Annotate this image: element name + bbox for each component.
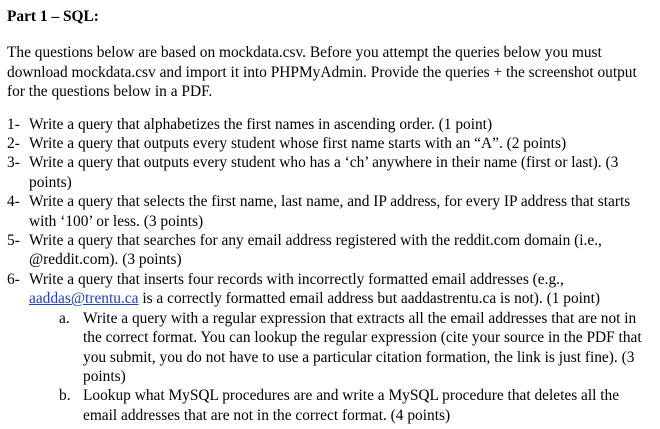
question-number: 5- xyxy=(7,232,20,250)
subquestion-item-b xyxy=(59,386,642,425)
question-text-after: is a correctly formatted email address but aaddastrentu.ca is not). (1 point) xyxy=(138,290,601,308)
question-text xyxy=(29,270,642,309)
question-text: Write a query that selects the first name, last name, and IP address, for every IP address that starts with ‘100’ or less. (3 points) xyxy=(29,193,631,230)
question-item-5 xyxy=(7,231,642,270)
subquestion-letter: a. xyxy=(59,309,70,327)
question-item-6 xyxy=(7,270,642,309)
question-number: 2- xyxy=(7,135,20,153)
section-title: Part 1 – SQL: xyxy=(7,8,99,25)
subquestion-text: Lookup what MySQL procedures are and write a MySQL procedure that deletes all the email addresses that are not in the correct format. (4 points) xyxy=(83,387,620,424)
question-text: Write a query that outputs every student whose first name starts with an “A”. (2 points) xyxy=(29,135,567,153)
question-number: 4- xyxy=(7,193,20,211)
subquestion-item-a xyxy=(59,309,642,387)
question-item-4 xyxy=(7,192,642,231)
question-text: Write a query that searches for any email address registered with the reddit.com domain (i.e., @reddit.com). (3 points) xyxy=(29,232,602,269)
question-text-before: Write a query that inserts four records with incorrectly formatted email addresses (e.g., xyxy=(29,270,564,288)
question-number: 1- xyxy=(7,115,20,133)
question-number: 3- xyxy=(7,154,20,172)
question-number: 6- xyxy=(7,270,20,288)
question-item-3 xyxy=(7,153,642,192)
subquestion-letter: b. xyxy=(59,387,71,405)
subquestion-text: Write a query with a regular expression that extracts all the email addresses that are not in the correct format. You can lookup the regular expression (cite your source in the PDF that you submit, you do not have to use a particular citation formation, the link is just fine). (3 points) xyxy=(83,309,642,385)
intro-paragraph: The questions below are based on mockdata.csv. Before you attempt the queries below you must download mockdata.csv and import it into PHPMyAdmin. Provide the queries + the screenshot output for the questions below in a PDF. xyxy=(7,44,637,101)
email-link[interactable]: aaddas@trentu.ca xyxy=(29,290,139,308)
question-text: Write a query that outputs every student who has a ‘ch’ anywhere in their name (first or last). (3 points) xyxy=(29,154,619,191)
question-item-1 xyxy=(7,115,642,134)
question-item-2 xyxy=(7,134,642,153)
question-text: Write a query that alphabetizes the first names in ascending order. (1 point) xyxy=(29,115,493,133)
